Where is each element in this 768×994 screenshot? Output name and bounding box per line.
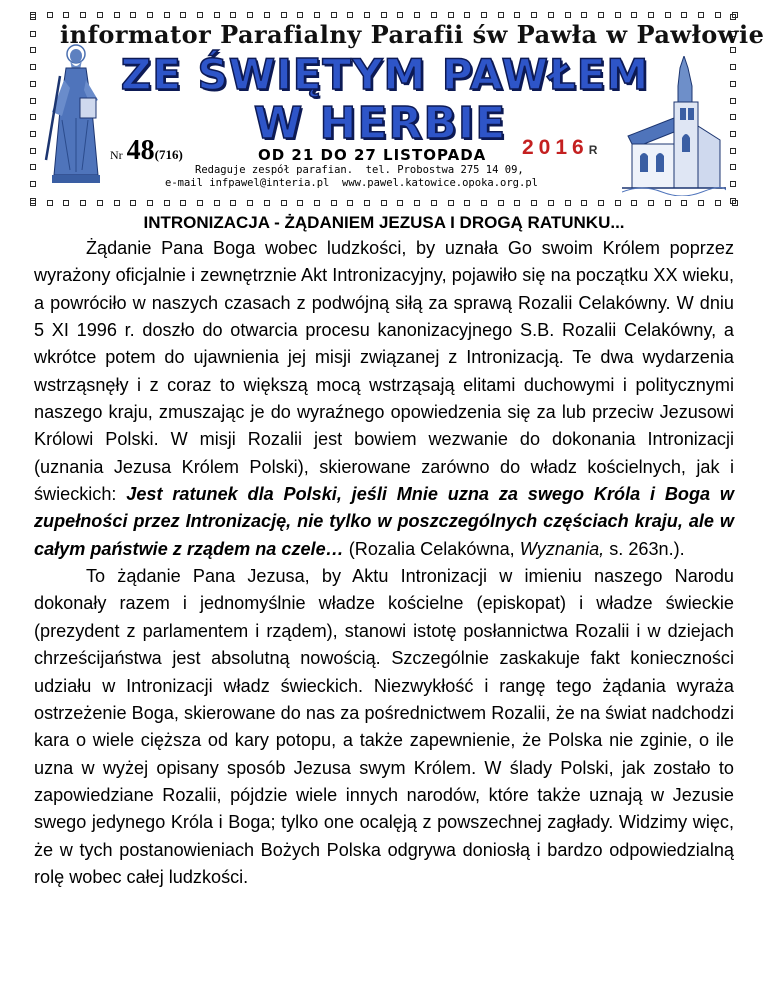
border-square [314,12,320,18]
border-square [514,200,520,206]
border-square [63,200,69,206]
border-square [214,200,220,206]
article-paragraph-2: To żądanie Pana Jezusa, by Aktu Intronizacji w imieniu naszego Narodu dokonały razem i jednomyślnie władze kościelne (episkopat) i władze świeckie (prezydent z parlamentem i rządem), stanowi istotę posłannictwa Rozalii i w dziejach chrześcijaństwa jest absolutną nowością. Szczególnie zaskakuje fakt konieczności udziału w Intronizacji władz świeckich. Niezwykłość i rangę tego żądania wyraża ostrzeżenie Boga, skierowane do nas za pośrednictwem Rozalii, że na świat nadchodzi kara o wiele cięższa od kary potopu, a także zapewnienie, że Polska nie zginie, o ile uzna w wyżej opisany sposób Jezusa swym Królem. W ślady Polski, jak zostało to zapowiedziane Rozalii, pójdzie wiele innych narodów, które także uznają w Jezusie swego jedynego Króla i Boga; tylko one ocalęją z powszechnej zagłady. Widzimy więc, że w tych postanowieniach Bożych Polska odgrywa doniosłą i bardzo odpowiedzialną rolę wobec całej ludzkości. [34,566,734,887]
border-square [665,200,671,206]
border-square [431,200,437,206]
border-square [381,12,387,18]
border-square [247,12,253,18]
border-square [47,12,53,18]
border-square [30,114,36,120]
border-square [180,200,186,206]
border-square [730,131,736,137]
border-square [598,12,604,18]
border-square [297,200,303,206]
border-square [431,12,437,18]
border-square [80,12,86,18]
contact-info [165,164,605,190]
article [34,212,734,891]
border-square [30,148,36,154]
paragraph-1-citation: (Rozalia Celakówna, [343,538,520,559]
paragraph-1-text: Żądanie Pana Boga wobec ludzkości, by uznała Go swoim Królem poprzez wyrażony oficjalnie i zewnętrznie Akt Intronizacyjny, pojawiło się na początku XX wieku, a powróciło w naszych czasach z podwójną siłą za sprawą Rozalii Celakówny. W dniu 5 XI 1996 r. doszło do otwarcia procesu kanonizacyjnego S.B. Rozalii Celakówny, a wkrótce potem do ujawnienia jej misji związanej z Intronizacją. Te dwa wydarzenia wstrząsnęły i z coraz to większą mocą wstrząsają elitami duchowymi i politycznymi naszego kraju, zmuszając je do wyraźnego opowiedzenia się za lub przeciw Jezusowi Królowi Polski. W misji Rozalii jest bowiem wezwanie do dokonania Intronizacji (uznania Jezusa Królem Polski), skierowane zarówno do władz kościelnych, jak i świeckich: [34,238,734,505]
border-square [531,12,537,18]
border-square [331,200,337,206]
border-square [230,12,236,18]
border-square [414,12,420,18]
border-square [481,12,487,18]
border-square [30,164,36,170]
border-square [548,12,554,18]
border-square [648,12,654,18]
border-square [30,14,36,20]
border-square [730,164,736,170]
issue-total: (716) [154,147,183,162]
border-square [698,12,704,18]
border-square [730,98,736,104]
border-square [730,181,736,187]
border-square [730,64,736,70]
rozalia-quote: Jest ratunek dla Polski, jeśli Mnie uzna za swego Króla i Boga w zupełności przez Intronizację, nie tylko w poszczególnych częściach kraju, ale w całym państwie z rządem na czele… [34,484,734,559]
border-square [297,12,303,18]
border-square [715,200,721,206]
border-square [147,12,153,18]
border-square [164,12,170,18]
border-square [514,12,520,18]
border-square [498,12,504,18]
article-heading: INTRONIZACJA - ŻĄDANIEM JEZUSA I DROGĄ RATUNKU... [143,213,625,232]
border-left [30,14,40,204]
border-square [730,148,736,154]
issue-number-value: 48 [126,135,155,166]
border-square [581,12,587,18]
border-square [730,198,736,204]
border-square [565,12,571,18]
church-icon [622,56,726,196]
border-square [681,200,687,206]
border-square [30,64,36,70]
border-square [347,200,353,206]
article-paragraph-1 [34,235,734,563]
issue-number [110,135,183,167]
border-square [615,12,621,18]
border-square [448,200,454,206]
border-square [130,200,136,206]
border-square [30,81,36,87]
contact-line-2: e-mail infpawel@interia.pl www.pawel.katowice.opoka.org.pl [165,177,538,189]
border-square [665,12,671,18]
border-square [347,12,353,18]
citation-source: Wyznania, [519,538,605,559]
border-square [247,200,253,206]
contact-line-1: Redaguje zespół parafian. tel. Probostwa 275 14 09, [195,164,524,176]
border-square [397,200,403,206]
border-square [264,12,270,18]
border-square [381,200,387,206]
border-square [164,200,170,206]
border-square [397,12,403,18]
border-square [30,31,36,37]
border-square [548,200,554,206]
border-square [698,200,704,206]
border-square [97,200,103,206]
border-square [498,200,504,206]
border-square [565,200,571,206]
border-square [481,200,487,206]
year-value: 2016 [522,136,589,159]
citation-page: s. 263n.). [604,538,685,559]
border-square [631,12,637,18]
border-square [715,12,721,18]
border-square [130,12,136,18]
border-square [730,81,736,87]
border-square [264,200,270,206]
border-square [147,200,153,206]
border-square [681,12,687,18]
year-suffix: R [588,143,598,157]
border-square [364,12,370,18]
border-square [281,12,287,18]
border-square [63,12,69,18]
border-square [581,200,587,206]
border-square [47,200,53,206]
border-square [30,181,36,187]
border-square [331,12,337,18]
border-square [464,12,470,18]
border-bottom [30,200,738,210]
border-square [531,200,537,206]
border-square [414,200,420,206]
border-square [30,131,36,137]
border-square [598,200,604,206]
border-square [281,200,287,206]
issue-year [522,136,597,160]
border-square [464,200,470,206]
masthead-title: ZE ŚWIĘTYM PAWŁEM [120,50,650,99]
border-square [364,200,370,206]
border-square [97,12,103,18]
border-square [30,47,36,53]
issue-dates: OD 21 DO 27 LISTOPADA [258,146,487,164]
masthead-subtitle: informator Parafialny Parafii św Pawła w Pawłowie [60,20,765,49]
border-square [114,12,120,18]
border-square [197,12,203,18]
border-square [80,200,86,206]
border-square [448,12,454,18]
border-square [631,200,637,206]
border-square [648,200,654,206]
border-square [114,200,120,206]
border-square [180,12,186,18]
border-square [730,114,736,120]
border-square [314,200,320,206]
border-square [214,12,220,18]
border-square [230,200,236,206]
border-square [30,198,36,204]
border-square [615,200,621,206]
border-square [30,98,36,104]
issue-prefix: Nr [110,148,123,162]
border-square [197,200,203,206]
masthead-title-line2: W HERBIE [253,98,507,149]
